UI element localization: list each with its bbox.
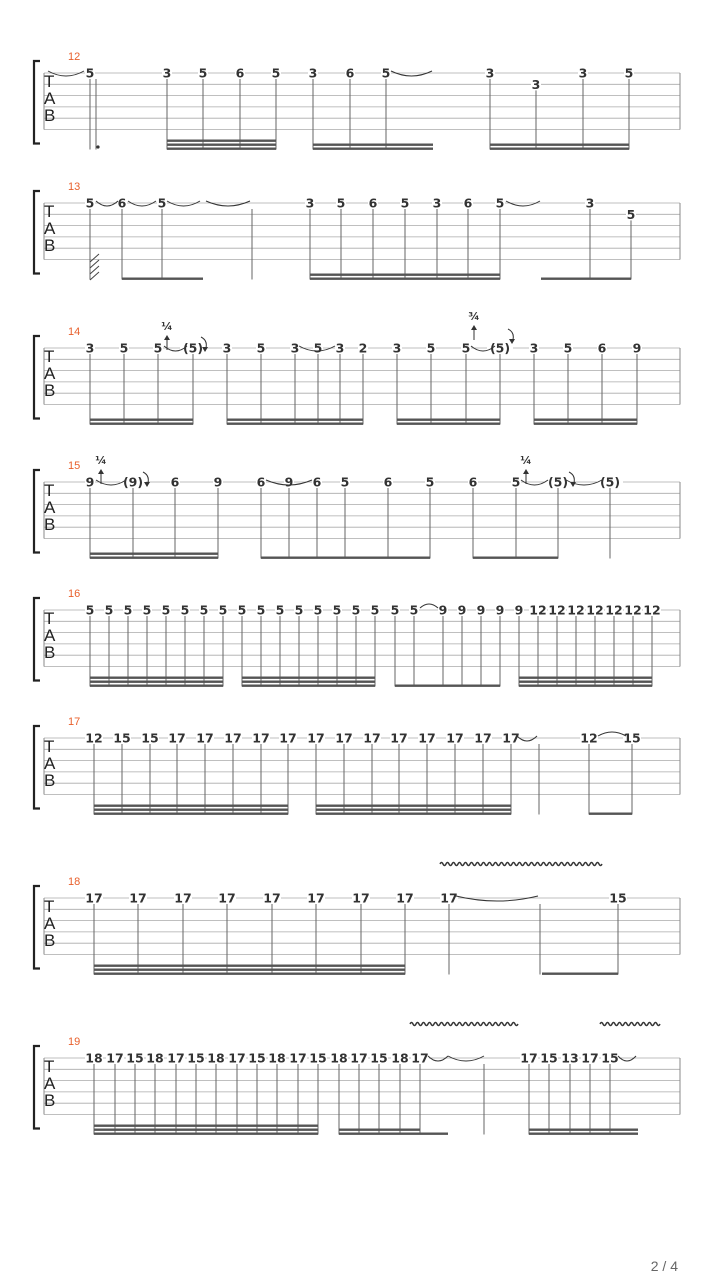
fret-number: 17 <box>390 730 408 746</box>
vibrato-mark <box>440 863 602 866</box>
fret-number: 6 <box>117 195 127 211</box>
beam <box>227 423 363 425</box>
fret-number: 17 <box>167 1050 185 1066</box>
fret-number: 17 <box>307 730 325 746</box>
fret-number: 3 <box>308 65 318 81</box>
fret-number: 5 <box>142 602 152 618</box>
beam <box>529 1133 638 1135</box>
measure-number: 12 <box>68 51 81 63</box>
fret-number: 5 <box>336 195 346 211</box>
fret-number: (5) <box>182 340 204 356</box>
fret-number: 17 <box>129 890 147 906</box>
tie-arc <box>391 71 432 76</box>
fret-number: 5 <box>409 602 419 618</box>
tab-clef-letter: B <box>44 515 56 534</box>
system-bracket <box>34 886 40 969</box>
tab-system-18 <box>34 876 680 975</box>
fret-number: 17 <box>168 730 186 746</box>
beam <box>167 148 276 150</box>
beam <box>90 557 218 559</box>
fret-number: 3 <box>305 195 315 211</box>
fret-number: 6 <box>597 340 607 356</box>
fret-number: 15 <box>609 890 627 906</box>
fret-number: 12 <box>529 602 547 618</box>
fret-number: 5 <box>511 474 521 490</box>
tab-system-17 <box>34 716 680 815</box>
fret-number: 9 <box>213 474 223 490</box>
fret-number: 5 <box>271 65 281 81</box>
beam <box>541 278 631 280</box>
fret-number: 5 <box>218 602 228 618</box>
fret-number: 17 <box>252 730 270 746</box>
fret-number: 3 <box>85 340 95 356</box>
tab-clef-letter: A <box>44 219 56 238</box>
fret-number: 18 <box>391 1050 409 1066</box>
beam <box>519 677 652 679</box>
fret-number: 9 <box>457 602 467 618</box>
fret-number: 9 <box>85 474 95 490</box>
fret-number: 3 <box>392 340 402 356</box>
fret-number: 5 <box>351 602 361 618</box>
fret-number: 5 <box>161 602 171 618</box>
page-number: 2 / 4 <box>650 1258 678 1274</box>
bend-amount: ¼ <box>520 454 532 467</box>
beam <box>94 1129 318 1131</box>
measure-number: 17 <box>68 716 81 728</box>
fret-number: (9) <box>122 474 144 490</box>
beam <box>94 969 405 971</box>
beam <box>313 144 433 146</box>
beam <box>90 681 223 683</box>
fret-number: 5 <box>104 602 114 618</box>
fret-number: 15 <box>623 730 641 746</box>
fret-number: 15 <box>248 1050 266 1066</box>
beam <box>94 1133 318 1135</box>
fret-number: 6 <box>345 65 355 81</box>
fret-number: 5 <box>85 195 95 211</box>
fret-number: 17 <box>289 1050 307 1066</box>
fret-number: 6 <box>235 65 245 81</box>
fret-number: 6 <box>383 474 393 490</box>
tie-arc <box>206 201 250 206</box>
beam <box>316 813 511 815</box>
fret-number: 17 <box>85 890 103 906</box>
tab-system-15 <box>34 460 680 559</box>
tab-clef-letter: B <box>44 931 56 950</box>
fret-number: 5 <box>123 602 133 618</box>
fret-number: 3 <box>222 340 232 356</box>
beam <box>90 419 193 421</box>
fret-number: 5 <box>626 206 636 222</box>
tie-arc <box>420 604 438 608</box>
fret-number: 6 <box>468 474 478 490</box>
fret-number: 5 <box>199 602 209 618</box>
fret-number: 17 <box>581 1050 599 1066</box>
beam <box>242 685 375 687</box>
fret-number: 9 <box>495 602 505 618</box>
fret-number: 15 <box>309 1050 327 1066</box>
beam <box>94 973 405 975</box>
beam <box>90 423 193 425</box>
beam <box>94 809 288 811</box>
fret-number: 17 <box>279 730 297 746</box>
tab-clef-letter: T <box>44 72 55 91</box>
fret-number: 17 <box>106 1050 124 1066</box>
beam <box>90 553 218 555</box>
beam <box>420 1133 448 1135</box>
tab-clef-letter: T <box>44 347 55 366</box>
system-bracket <box>34 1046 40 1129</box>
beam <box>261 557 430 559</box>
fret-number: 17 <box>224 730 242 746</box>
tab-clef-letter: T <box>44 481 55 500</box>
bend-arrowhead <box>164 335 170 340</box>
fret-number: 5 <box>313 340 323 356</box>
fret-number: 12 <box>586 602 604 618</box>
fret-number: 15 <box>113 730 131 746</box>
fret-number: 5 <box>198 65 208 81</box>
fret-number: 9 <box>632 340 642 356</box>
beam <box>589 813 632 815</box>
beam <box>473 557 558 559</box>
fret-number: 6 <box>256 474 266 490</box>
beam <box>167 144 276 146</box>
fret-number: 5 <box>153 340 163 356</box>
tab-system-16 <box>34 588 680 687</box>
fret-number: 15 <box>540 1050 558 1066</box>
tab-system-13 <box>34 181 680 280</box>
measure-number: 15 <box>68 460 81 472</box>
tie-arc <box>598 732 626 736</box>
fret-number: 18 <box>146 1050 164 1066</box>
beam <box>534 423 637 425</box>
fret-number: 17 <box>307 890 325 906</box>
fret-number: 9 <box>514 602 524 618</box>
tab-clef-letter: A <box>44 1074 56 1093</box>
beam <box>534 419 637 421</box>
beam <box>316 809 511 811</box>
tie-arc <box>448 1056 484 1061</box>
fret-number: 5 <box>275 602 285 618</box>
fret-number: (5) <box>547 474 569 490</box>
vibrato-mark <box>410 1023 518 1026</box>
fret-number: 3 <box>432 195 442 211</box>
tie-arc <box>506 201 540 206</box>
fret-number: 17 <box>520 1050 538 1066</box>
fret-number: 6 <box>463 195 473 211</box>
fret-number: 17 <box>396 890 414 906</box>
fret-number: 17 <box>263 890 281 906</box>
beam <box>90 677 223 679</box>
bend-arrowhead <box>471 325 477 330</box>
system-bracket <box>34 598 40 681</box>
fret-number: 5 <box>237 602 247 618</box>
bend-amount: ¼ <box>161 320 173 333</box>
tab-system-19 <box>34 1036 680 1135</box>
fret-number: 9 <box>284 474 294 490</box>
fret-number: 9 <box>438 602 448 618</box>
fret-number: 17 <box>446 730 464 746</box>
fret-number: 5 <box>180 602 190 618</box>
fret-number: (5) <box>489 340 511 356</box>
fret-number: 6 <box>170 474 180 490</box>
tie-arc <box>96 201 118 206</box>
fret-number: 2 <box>358 340 368 356</box>
bend-arrowhead <box>523 469 529 474</box>
beam <box>490 144 629 146</box>
tab-clef-letter: A <box>44 89 56 108</box>
vibrato-mark <box>600 1023 660 1026</box>
tab-clef-letter: T <box>44 609 55 628</box>
beam <box>397 419 500 421</box>
bend-amount: ¾ <box>468 310 480 323</box>
fret-number: 17 <box>411 1050 429 1066</box>
fret-number: 5 <box>370 602 380 618</box>
tab-clef-letter: T <box>44 1057 55 1076</box>
fret-number: 12 <box>643 602 661 618</box>
fret-number: 3 <box>531 76 541 92</box>
fret-number: 5 <box>400 195 410 211</box>
system-bracket <box>34 726 40 809</box>
system-bracket <box>34 191 40 274</box>
fret-number: 17 <box>218 890 236 906</box>
fret-number: 3 <box>578 65 588 81</box>
fret-number: 12 <box>624 602 642 618</box>
fret-number: 12 <box>580 730 598 746</box>
fret-number: 15 <box>187 1050 205 1066</box>
fret-number: (5) <box>599 474 621 490</box>
beam <box>397 423 500 425</box>
tab-clef-letter: A <box>44 626 56 645</box>
fret-number: 18 <box>207 1050 225 1066</box>
tab-clef-letter: A <box>44 754 56 773</box>
fret-number: 17 <box>440 890 458 906</box>
fret-number: 5 <box>157 195 167 211</box>
fret-number: 3 <box>162 65 172 81</box>
fret-number: 12 <box>85 730 103 746</box>
tab-system-14 <box>34 326 680 425</box>
fret-number: 17 <box>174 890 192 906</box>
fret-number: 15 <box>370 1050 388 1066</box>
fret-number: 18 <box>268 1050 286 1066</box>
fret-number: 3 <box>585 195 595 211</box>
beam <box>490 148 629 150</box>
fret-number: 12 <box>548 602 566 618</box>
beam <box>529 1129 638 1131</box>
measure-number: 18 <box>68 876 81 888</box>
fret-number: 3 <box>290 340 300 356</box>
fret-number: 12 <box>567 602 585 618</box>
beam <box>310 274 500 276</box>
fret-number: 15 <box>601 1050 619 1066</box>
tie-arc <box>456 896 538 901</box>
fret-number: 5 <box>381 65 391 81</box>
fret-number: 5 <box>390 602 400 618</box>
beam <box>90 685 223 687</box>
tab-clef-letter: B <box>44 381 56 400</box>
fret-number: 17 <box>352 890 370 906</box>
tab-clef-letter: B <box>44 106 56 125</box>
fret-number: 5 <box>85 602 95 618</box>
fret-number: 5 <box>461 340 471 356</box>
measure-number: 13 <box>68 181 81 193</box>
tab-clef-letter: T <box>44 897 55 916</box>
beam <box>94 1125 318 1127</box>
fret-number: 5 <box>332 602 342 618</box>
tab-system-12 <box>34 51 680 150</box>
fret-number: 5 <box>563 340 573 356</box>
fret-number: 17 <box>228 1050 246 1066</box>
fret-number: 5 <box>256 602 266 618</box>
tie-arc <box>521 480 548 485</box>
tie-arc <box>618 1056 636 1061</box>
beam <box>310 278 500 280</box>
beam <box>542 973 618 975</box>
fret-number: 5 <box>294 602 304 618</box>
beam <box>339 1133 420 1135</box>
tab-clef-letter: A <box>44 498 56 517</box>
fret-number: 5 <box>426 340 436 356</box>
beam <box>519 685 652 687</box>
beam <box>94 965 405 967</box>
tie-arc <box>428 1056 448 1061</box>
beam <box>122 278 203 280</box>
fret-number: 5 <box>313 602 323 618</box>
tie-arc <box>128 201 156 206</box>
fret-number: 3 <box>485 65 495 81</box>
tab-clef-letter: B <box>44 643 56 662</box>
fret-number: 17 <box>350 1050 368 1066</box>
tab-clef-letter: T <box>44 737 55 756</box>
fret-number: 15 <box>126 1050 144 1066</box>
fret-number: 5 <box>495 195 505 211</box>
rake-mark <box>90 254 99 280</box>
beam <box>227 419 363 421</box>
beam <box>94 813 288 815</box>
beam <box>313 148 433 150</box>
beam <box>316 805 511 807</box>
dot-mark <box>96 145 99 148</box>
fret-number: 17 <box>196 730 214 746</box>
fret-number: 17 <box>363 730 381 746</box>
fret-number: 13 <box>561 1050 579 1066</box>
bend-amount: ¼ <box>95 454 107 467</box>
fret-number: 15 <box>141 730 159 746</box>
measure-number: 19 <box>68 1036 81 1048</box>
beam <box>242 677 375 679</box>
beam <box>339 1129 420 1131</box>
tab-clef-letter: B <box>44 1091 56 1110</box>
fret-number: 18 <box>330 1050 348 1066</box>
fret-number: 6 <box>312 474 322 490</box>
system-bracket <box>34 336 40 419</box>
fret-number: 5 <box>340 474 350 490</box>
fret-number: 17 <box>335 730 353 746</box>
fret-number: 17 <box>502 730 520 746</box>
beam <box>395 685 500 687</box>
beam <box>94 805 288 807</box>
fret-number: 5 <box>624 65 634 81</box>
system-bracket <box>34 470 40 553</box>
tab-clef-letter: B <box>44 771 56 790</box>
fret-number: 12 <box>605 602 623 618</box>
fret-number: 3 <box>335 340 345 356</box>
tab-clef-letter: A <box>44 364 56 383</box>
fret-number: 5 <box>85 65 95 81</box>
fret-number: 9 <box>476 602 486 618</box>
tab-clef-letter: B <box>44 236 56 255</box>
system-bracket <box>34 61 40 144</box>
fret-number: 5 <box>425 474 435 490</box>
measure-number: 14 <box>68 326 81 338</box>
beam <box>519 681 652 683</box>
tab-clef-letter: T <box>44 202 55 221</box>
fret-number: 3 <box>529 340 539 356</box>
fret-number: 5 <box>119 340 129 356</box>
tab-clef-letter: A <box>44 914 56 933</box>
beam <box>242 681 375 683</box>
fret-number: 18 <box>85 1050 103 1066</box>
fret-number: 5 <box>256 340 266 356</box>
bend-arrowhead <box>98 469 104 474</box>
tie-arc <box>167 201 200 206</box>
beam <box>167 140 276 142</box>
fret-number: 6 <box>368 195 378 211</box>
measure-number: 16 <box>68 588 81 600</box>
fret-number: 17 <box>474 730 492 746</box>
fret-number: 17 <box>418 730 436 746</box>
